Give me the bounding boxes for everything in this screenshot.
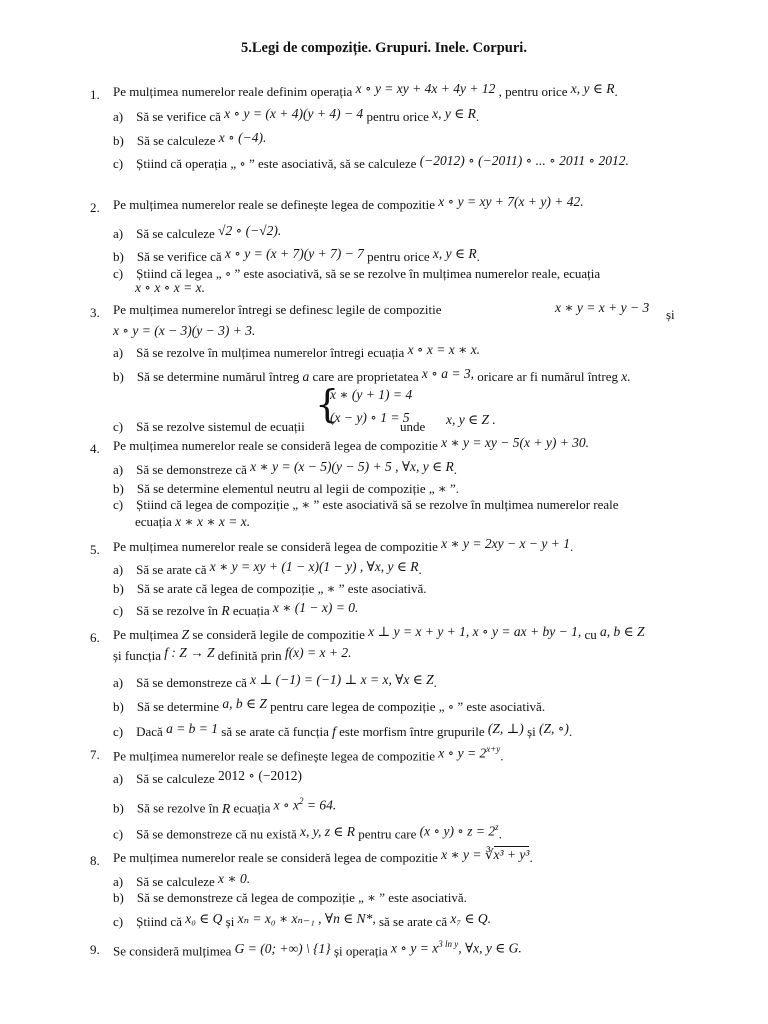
punctuation: .	[614, 84, 618, 99]
formula: x ∗ y = 2xy − x − y + 1	[441, 536, 570, 551]
formula	[274, 793, 337, 814]
item-text: Să se demonstreze că	[136, 675, 247, 690]
formula: x ∘ x = x ∗ x.	[407, 342, 481, 357]
item-label: b)	[113, 369, 124, 384]
formula: x₀ ∈ Q	[185, 911, 223, 926]
formula: f	[332, 724, 336, 739]
formula: x ∘ y = xy + 4x + 4y + 12	[355, 81, 496, 96]
statement-text: Pe mulțimea numerelor reale definim operația	[113, 84, 353, 99]
formula: G = (0; +∞) \ {1}	[234, 940, 331, 956]
item-text: Să se calculeze	[136, 771, 215, 786]
punctuation: .	[498, 826, 502, 842]
formula: f(x) = x + 2.	[284, 645, 352, 660]
subitem-a	[113, 768, 303, 787]
item-text: Să se demonstreze că legea de compoziție „ ∗ ” este asociativă.	[136, 890, 467, 905]
item-text: Să se arate că legea de compoziție „ ∗ ” este asociativă.	[136, 581, 427, 596]
item-text: Să se rezolve în	[136, 603, 219, 618]
item-label: c)	[113, 266, 124, 281]
subitem-b	[113, 890, 467, 906]
system-brace: {	[315, 382, 340, 426]
formula: a, b ∈ Z	[600, 624, 645, 639]
formula: R	[221, 603, 230, 618]
item-label: b)	[113, 890, 124, 905]
punctuation: .	[529, 850, 533, 865]
item-label: a)	[113, 874, 124, 889]
formula: f : Z → Z	[164, 645, 215, 660]
item-label: c)	[113, 724, 124, 739]
formula: x ∘ y = (x − 3)(y − 3) + 3.	[113, 323, 256, 338]
formula: a	[302, 369, 310, 384]
formula-rest: = 64.	[303, 797, 337, 813]
item-text: Știind că	[136, 914, 182, 929]
item-text: Să se verifice că	[136, 249, 222, 264]
formula-base: x ∘ y = x	[390, 940, 439, 956]
item-text: Să se determine	[136, 699, 220, 714]
item-text: Să se arate că	[136, 562, 207, 577]
statement-text: Pe mulțimea numerelor reale se definește legea de compozitie	[113, 748, 435, 764]
subitem-a	[113, 672, 437, 691]
statement-text: Pe mulțimea numerelor reale se definește legea de compozitie	[113, 197, 435, 212]
subitem-c-formula	[135, 280, 205, 296]
subitem-a	[113, 459, 457, 478]
statement-text: Se consideră mulțimea	[113, 943, 232, 959]
item-text: Să se calculeze	[136, 874, 215, 889]
formula: x ∗ x ∗ x = x.	[175, 514, 251, 529]
problem-number: 2.	[90, 200, 100, 215]
formula: R	[222, 800, 231, 816]
punctuation: .	[500, 748, 504, 764]
subitem-c	[113, 911, 491, 930]
exponent: z	[495, 822, 499, 832]
item-text: pentru care	[358, 826, 417, 842]
formula-base: x ∗ y =	[441, 847, 482, 862]
subitem-b	[113, 796, 336, 817]
formula: (Z, ⊥)	[487, 721, 524, 736]
problem-statement	[113, 744, 504, 765]
item-text: Să se determine numărul întreg	[136, 369, 300, 384]
subitem-a	[113, 871, 251, 890]
item-label: c)	[113, 826, 124, 842]
formula: x ∘ a = 3,	[421, 366, 474, 381]
item-text: Dacă	[136, 724, 163, 739]
item-label: b)	[113, 800, 124, 816]
statement-text: Pe mulțimea numerelor reale se consideră legea de compozitie	[113, 850, 438, 865]
item-text: Să se verifice că	[136, 109, 221, 124]
subitem-c	[113, 497, 619, 513]
formula: a, b ∈ Z	[222, 696, 267, 711]
formula-base: x ∘ x	[273, 797, 299, 813]
item-label: a)	[113, 462, 124, 477]
formula	[420, 819, 499, 840]
item-text: pentru care legea de compoziție „ ∘ ” este asociativă.	[270, 699, 546, 714]
item-text: pentru orice	[366, 109, 429, 124]
problem-statement	[113, 847, 533, 866]
problem-number: 3.	[90, 305, 100, 320]
item-label: c)	[113, 156, 124, 171]
formula: x ∘ (−4).	[218, 130, 267, 145]
formula: (x − y) ∘ 1 = 5	[330, 410, 410, 425]
formula: x ∗ y = (x − 5)(y − 5) + 5 , ∀x, y ∈ R	[250, 459, 454, 474]
statement-text: Pe mulțimea numerelor întregi se definesc legile de compozitie	[113, 302, 442, 317]
punctuation: .	[568, 724, 573, 739]
item-text: Să se demonstreze că nu există	[136, 826, 297, 842]
formula: x, y ∈ Z .	[446, 412, 496, 427]
system-domain	[446, 412, 496, 428]
item-text: ecuația	[135, 514, 172, 529]
formula-base: (x ∘ y) ∘ z = 2	[419, 823, 496, 839]
subitem-a	[113, 223, 282, 242]
formula: x ∗ (y + 1) = 4	[330, 387, 413, 402]
formula: x ∗ y = xy + (1 − x)(1 − y) , ∀x, y ∈ R	[209, 559, 419, 574]
statement-text: și operația	[333, 943, 388, 959]
problem-number: 9.	[90, 942, 100, 957]
item-label: b)	[113, 481, 124, 496]
formula: x ⊥ y = x + y + 1, x ∘ y = ax + by − 1,	[368, 624, 582, 639]
subitem-b	[113, 581, 426, 597]
problem-statement-formula	[555, 300, 649, 316]
subitem-a	[113, 559, 422, 578]
punctuation: .	[475, 109, 480, 124]
item-label: b)	[113, 699, 124, 714]
item-text: Știind că operația „ ∘ ” este asociativă, să se calculeze	[136, 156, 417, 171]
problem-number: 8.	[90, 853, 100, 868]
item-text: care are proprietatea	[312, 369, 419, 384]
formula: x, y ∈ R	[570, 81, 615, 96]
subitem-b	[113, 481, 459, 497]
item-text: ecuația	[233, 800, 271, 816]
item-label: b)	[113, 581, 124, 596]
subitem-c	[113, 822, 502, 843]
problem-statement	[113, 435, 590, 454]
item-label: a)	[113, 675, 124, 690]
problem-number: 5.	[90, 542, 100, 557]
formula: x ∘ x ∘ x = x.	[135, 280, 205, 295]
punctuation: .	[453, 462, 457, 477]
item-text: pentru orice	[367, 249, 430, 264]
statement-text: și	[666, 307, 675, 322]
statement-text: cu	[584, 627, 597, 642]
formula: 2012 ∘ (−2012)	[218, 768, 303, 783]
item-text: oricare ar fi numărul întreg	[477, 369, 619, 384]
statement-text: Pe mulțimea	[113, 627, 179, 642]
statement-text: , pentru orice	[498, 84, 568, 99]
item-label: a)	[113, 109, 124, 124]
item-text: ecuația	[232, 603, 270, 618]
formula: a = b = 1	[166, 721, 219, 736]
item-label: c)	[113, 419, 124, 434]
item-label: c)	[113, 603, 124, 618]
formula: (Z, ∘)	[538, 721, 569, 736]
item-label: a)	[113, 771, 124, 786]
statement-text: definită prin	[217, 648, 282, 663]
statement-text: se consideră legile de compozitie	[192, 627, 365, 642]
problem-statement	[113, 194, 584, 213]
formula: x, y, z ∈ R	[300, 823, 355, 839]
statement-text: Pe mulțimea numerelor reale se consideră legea de compozitie	[113, 438, 438, 453]
formula-base: x ∘ y = 2	[438, 745, 487, 761]
item-text: Să se rezolve în mulțimea numerelor întregi ecuația	[136, 345, 405, 360]
formula: xₙ = x₀ ∗ xₙ₋₁ , ∀n ∈ N*,	[237, 911, 376, 926]
subitem-c-formula	[135, 514, 250, 530]
punctuation: .	[569, 539, 574, 554]
item-label: c)	[113, 497, 124, 512]
item-text: să se arate că	[378, 914, 448, 929]
subitem-a	[113, 342, 481, 361]
item-text: Să se rezolve sistemul de ecuații	[136, 419, 305, 434]
formula: (−2012) ∘ (−2011) ∘ ... ∘ 2011 ∘ 2012.	[419, 153, 629, 168]
exponent: 2	[298, 796, 304, 806]
item-label: b)	[113, 133, 124, 148]
item-text: Să se calculeze	[136, 226, 215, 241]
formula: x ∘ y = xy + 7(x + y) + 42.	[438, 194, 584, 209]
item-text: și	[225, 914, 235, 929]
subitem-c	[113, 153, 629, 172]
problem-number: 1.	[90, 87, 100, 102]
subitem-c	[113, 721, 573, 740]
item-text: Să se rezolve în	[136, 800, 219, 816]
cube-root-icon: ∛	[484, 847, 494, 862]
statement-text: Pe mulțimea numerelor reale se consideră legea de compozitie	[113, 539, 438, 554]
formula: x ∗ y = xy − 5(x + y) + 30.	[441, 435, 590, 450]
item-text: Să se demonstreze că	[136, 462, 247, 477]
subitem-b	[113, 246, 480, 265]
problem-statement	[113, 624, 645, 643]
exponent: 3 ln y	[438, 939, 459, 949]
formula: x ⊥ (−1) = (−1) ⊥ x = x, ∀x ∈ Z	[250, 672, 434, 687]
item-text: Să se calculeze	[136, 133, 216, 148]
problem-statement	[113, 536, 574, 555]
item-text: Știind că legea de compoziție „ ∗ ” este asociativă să se rezolve în mulțimea numerelor reale	[136, 497, 619, 512]
subitem-a	[113, 106, 480, 125]
formula: Z	[181, 627, 190, 642]
problem-number: 7.	[90, 747, 100, 762]
formula: x ∘ y = (x + 4)(y + 4) − 4	[224, 106, 364, 121]
formula-rest: , ∀x, y ∈ G.	[458, 940, 522, 956]
system-equation-1	[330, 387, 412, 403]
formula: x.	[621, 369, 631, 384]
subitem-b	[113, 366, 631, 385]
subitem-b	[113, 696, 546, 715]
item-text: Știind că legea „ ∘ ” este asociativă, să se se rezolve în mulțimea numerelor reale, ecuația	[136, 266, 601, 281]
problem-statement	[113, 939, 522, 960]
formula: x, y ∈ R	[432, 106, 476, 121]
problem-statement	[113, 302, 442, 318]
item-text: este morfism între grupurile	[339, 724, 485, 739]
item-label: a)	[113, 562, 124, 577]
problem-number: 4.	[90, 441, 100, 456]
punctuation: .	[433, 675, 437, 690]
problem-statement	[113, 81, 618, 100]
subitem-c	[113, 600, 359, 619]
punctuation: .	[418, 562, 422, 577]
item-label: b)	[113, 249, 124, 264]
problem-number: 6.	[90, 630, 100, 645]
radicand: x³ + y³	[493, 847, 530, 862]
formula: x, y ∈ R	[432, 246, 477, 261]
statement-text: și funcția	[113, 648, 162, 663]
formula: x ∗ 0.	[218, 871, 251, 886]
punctuation: .	[476, 249, 480, 264]
formula: x ∘ y = (x + 7)(y + 7) − 7	[224, 246, 364, 261]
problem-statement-formula	[113, 323, 255, 339]
item-label: a)	[113, 345, 124, 360]
exponent: x+y	[486, 744, 501, 754]
subitem-b	[113, 130, 267, 149]
subitem-c	[113, 419, 305, 435]
system-equation-2	[330, 410, 410, 426]
formula: x ∗ y = x + y − 3	[555, 300, 650, 315]
item-label: c)	[113, 914, 124, 929]
formula: √2 ∘ (−√2).	[218, 223, 282, 238]
problem-statement-cont	[113, 645, 352, 664]
formula	[438, 741, 500, 762]
item-text: să se arate că funcția	[221, 724, 329, 739]
item-label: a)	[113, 226, 124, 241]
item-text: unde	[400, 419, 426, 434]
formula	[441, 847, 529, 863]
page-title: 5.Legi de compoziție. Grupuri. Inele. Corpuri.	[241, 40, 527, 56]
formula	[391, 936, 522, 957]
item-text: și	[527, 724, 536, 739]
formula: x₇ ∈ Q.	[450, 911, 491, 926]
formula: x ∗ (1 − x) = 0.	[272, 600, 359, 615]
item-text: Să se determine elementul neutru al legii de compoziție „ ∗ ”.	[136, 481, 460, 496]
